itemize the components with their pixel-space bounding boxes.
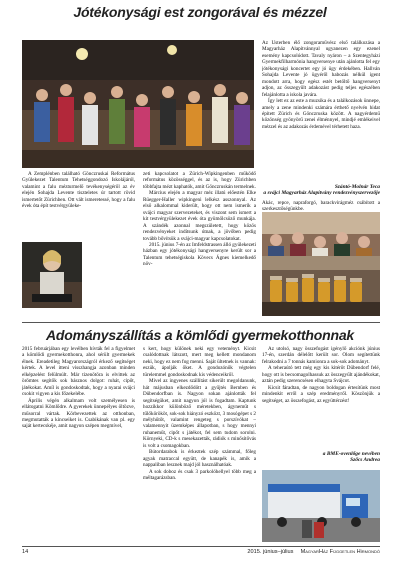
article1-column-3: [262, 40, 380, 190]
paragraph: s kert, hogy különek neki egy veteményt. Kicsit csalódottnak látszott, mert meg kellett mondanom neki, hogy ez nem fog menni. Saját ültetnek is vannak: eszük, ápolják őket. A gondozónők végtelen türelemmel gondoskodnak kis védenceikről.: [143, 346, 256, 378]
author-name: Szőcs Andrea: [350, 457, 380, 464]
concert-photo: [22, 40, 254, 168]
paragraph: Április végén alkalmam volt személyesen is ellátogatni Kömlődre. A gyerekek ünnepélyes öltözve, műsorral vártak. Körbevezettek az otthonban, megmutatták a kincseiket is. Csabikának van pl. egy saját kertecskéje, amit nagyon szépen megmível,: [22, 397, 135, 430]
paragraph: A teheraútó tett még egy kis kitérőt Dübendorf felé, hogy ott is becsomagolhassuk az összegyűlt ajándékokat, aztán pedig szerencsésen elhagyta Svájcot.: [262, 365, 380, 385]
section-divider: [22, 322, 380, 323]
paragraph: 2015 februárjában egy levélben hívták fel a figyelmet a kömlődi gyermekotthonra, ahol sérült gyermekek élnek. Ereadetileg Magyarországról érkező segítséget kértek. A level itteni visszhangja azonban minden elképzelést felülmúlt. Már tizenötöra is elvittek az örömtes segítők sok básznos dolgot: ruhát, cipőt, játékokat. Amíl is gondoskodtak, hogy a nyarai svájci csokit vigyen a kis főzekelébe.: [22, 346, 135, 398]
paragraph: Az Usterben élő zongoraművész első találkozása a Magyarház Alapítvánnyal ugyanezen egy ezenel esemény kapcsolódott. Tavaly nyáron – a Szentegyházi Gyermekfilharmónia hangversenye után ajánlotta fel egy jótékonysági koncertet egy jó ügy érdekében. Hallván Sohajda Levente jó ügyéről habozás nélkül igent mondott arra, hogy egész estét betöltő hangversenyt adjon, az összegyűlt adakozást pedig teljes egészében felajánlotta a iskola javára.: [262, 40, 380, 98]
article1-title: Jótékonysági est zongorával és mézzel: [73, 4, 327, 20]
article2-column-3: [262, 346, 380, 448]
truck-photo: [262, 470, 380, 542]
author-role: a svájci Magyarház Alapítvány rendezvényszervezője: [263, 190, 380, 197]
pianist-photo: [22, 242, 82, 308]
footer-divider: [22, 546, 380, 547]
issue-date: 2015. június–július: [247, 549, 294, 555]
article1-column-1: [22, 171, 135, 239]
photo-caption: a BME-ovenlőge nevében: [322, 451, 380, 457]
paragraph: Az utolsó, nagy összefogást igénylő akciónk június 17-én, szerdán délelőtt került sor. Olom segítettünk felrakodni a 7 tonnás kamionra a sok-sok adományt.: [262, 346, 380, 365]
publication-name: MagyarHáz Független Hírmondó: [300, 549, 380, 555]
paragraph: Bútordarabok is érkeztek szép számmal, főleg agyak matraccal együtt, de kanapék is, amik a nappaliban lesznek majd jól használhatóak.: [143, 449, 256, 469]
article2-title: Adományszállítás a kömlődi gyermekotthonnak: [45, 327, 355, 343]
article1-column-2: [143, 171, 256, 319]
paragraph: 2015. június 7-én az Imfeldstrassen álló gyülekezeti házban egy jótékonysági hangversenyre került sor a Talentum tehetségiskola Kövecs Ágnes kiemelkedő növ-: [143, 241, 256, 268]
paragraph: Március elején a magyar méz illatú előestén Elke Rüegger-Haller wipkingeni lelkész asszonnyal. Az első alkalommal kiderült, hogy ott nem ismerik a svájci magyar szervezeteket, és viszont sem ismert a kit testvérgyülekezet évek óta gyümölcsöző munkája. A szándék azonnal megszületett, hogy közös rendezvényeket indítsunk útnak, a jövőben pedig tovább bővítsük a svájci-magyar kapcsolatokat.: [143, 190, 256, 242]
honey-jars-photo: [262, 256, 380, 316]
paragraph: Így lett ez az este a muzsika és a találkozások ünnepe, amely a zene mindenki számára érthető nyelvén hidat épített Zürich és Gönczruska között. A nagyérdemű közönség gyönyörű zenei élménnyel, mindjé emlékeivel mézzel és az adakozás érdemével térhetett haza.: [262, 98, 380, 130]
article1-signature: [262, 184, 380, 197]
paragraph: Mivel az ingyenes szállítást sikerült megoldanunk, hát májusban elkezdődött a gyűjtés Bernben és Dübendorfban is. Nagyon sokan ajánlották fel segítségüket, amit nagyon jól is fogadtam. Kaptunk hozzikkor különböző méretekben, ágyneműt s tűlőkörököt, sok-sok hiányzó eszközt, 3 mosógépet s 2 mélyhűtőt, valamint rengeteg s porszívókat – valamennyit üzemképes állapotban, s hogy mennyi ruhaneműt, cipőt s játékot, fel sem tudom sorolni. Környeki, CD-k s mesekazetták, rádiók s minősítővás is volt a csomagokban.: [143, 378, 256, 449]
article1-honey-note: [262, 200, 380, 212]
paragraph: A Zemplénben található Gönczruskai Református Gyülekezet Talentum Tehetséggondozó Iskolájáról, valamint a falu mézturmelő tevékenységéről az év elején Sohajda Levente tiszteletes úr tartott rövid ismertetőt Zürichben. Ott vált ismeretessé, hogy a falu évek óta épít testvérgyüleke-: [22, 171, 135, 210]
article2-column-2: [143, 346, 256, 542]
author-name: Szántó-Molnár Teca: [334, 184, 380, 190]
article2-column-1: [22, 346, 135, 542]
paragraph: A sok doboz és csak 3 parkolóhellyel több meg a méltagarázsban.: [143, 468, 256, 482]
footer-info: [200, 549, 380, 555]
paragraph: Kicsit fáradtan, de nagyon boldogan értesítünk most mindenkit erről a szép eredményről. Köszönjük a segítséget, az összefogást, az együttérzést!: [262, 384, 380, 404]
paragraph: zeti kapcsolatot a Zürich-Wipkingenben működő református közösséggel, és az is, hogy Zürichben többfajta mézt kaphatók, amit Gönczruskán termelnek.: [143, 171, 256, 190]
paragraph: Akác, repce, napraforgó, barackvirágméz csábított a szerkesztőségünkbe.: [262, 200, 380, 212]
article2-signature: [262, 451, 380, 464]
page-number: 14: [22, 549, 29, 555]
